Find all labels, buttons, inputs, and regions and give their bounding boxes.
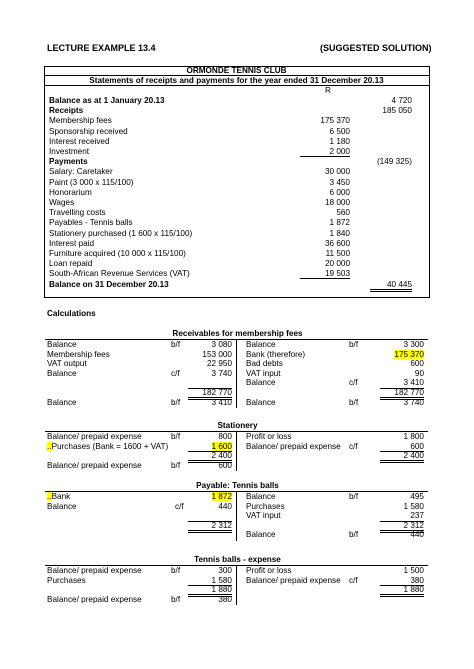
amount-value: 495 [410,492,424,501]
amount-value: 182 770 [202,388,232,397]
entry-amount [380,378,424,387]
entry-amount [188,359,232,368]
tennisballs-title: Tennis balls - expense [194,555,281,564]
entry-ref: b/f [171,566,181,575]
statement-row-col1: 30 000 [324,167,350,177]
stationery-right-label [246,432,292,441]
receivables-right-label [246,359,283,368]
amount-value: 1 580 [211,575,232,585]
entry-ref: b/f [349,492,359,501]
payable-left-label [47,502,77,511]
amount-value: 2 400 [403,451,424,461]
currency-label: R [325,86,331,95]
entry-ref: c/f [171,368,180,378]
entry-amount [380,576,424,585]
amount-value: 3 740 [211,368,232,378]
entry-amount [188,350,232,359]
payable-left-label [47,492,70,501]
tennisballs-left-label [47,576,86,585]
statement-row-label: South-African Revenue Services (VAT) [49,269,190,279]
entry-amount [380,432,424,441]
statement-row-col1: 20 000 [324,259,350,269]
statement-row-label: Paint (3 000 x 115/100) [49,177,134,187]
highlight-marker: .. [47,492,52,501]
solution-label: (SUGGESTED SOLUTION) [320,43,432,53]
statement-row-col1: 6 000 [329,187,350,197]
payable-right-label [246,502,285,511]
receivables-divider [236,339,237,408]
amount-value: 1 872 [211,492,232,501]
entry-label: Balance/ prepaid expense [47,460,142,470]
entry-label: Balance [246,340,276,349]
entry-amount [380,511,424,520]
statement-row-col1: 2 000 [300,147,350,157]
entry-ref: b/f [349,340,359,349]
amount-value: 600 [410,441,424,451]
entry-amount [188,340,232,349]
statement-row-col1: 36 600 [324,238,350,248]
stationery-left-label [47,461,142,470]
entry-label: Purchases [47,575,86,585]
entry-label: Balance [246,492,276,501]
statement-row-label: Wages [49,198,75,207]
payable-right-label [246,511,281,520]
stationery-title: Stationery [217,421,258,430]
amount-value: 3 080 [211,340,232,349]
entry-amount [188,576,232,585]
entry-label: Balance [246,397,276,407]
statement-row-label: Interest received [49,136,110,146]
amount-value: 800 [218,432,232,441]
calculations-heading: Calculations [47,309,96,318]
statement-row-col1: 18 000 [324,198,350,207]
entry-label: Balance [47,501,77,511]
amount-value: 237 [410,511,424,521]
entry-amount [188,595,232,604]
entry-ref: b/f [171,460,181,470]
entry-label: Bad debts [246,359,283,369]
statement-row-col1: 11 500 [325,249,350,258]
entry-label: Balance [47,340,77,349]
payable-right-label [246,530,276,539]
statement-row-col1: 19 503 [300,269,350,279]
entry-amount [188,369,232,378]
entry-label: Balance/ prepaid expense [47,594,142,604]
amount-value: 440 [218,501,232,511]
statement-row-col2: 185 050 [382,106,412,116]
receivables-right-label [246,398,276,407]
entry-amount [380,585,424,597]
entry-ref: c/f [349,441,358,451]
amount-value: 22 950 [206,359,232,369]
amount-value: 300 [218,566,232,575]
entry-amount [380,369,424,378]
statement-row-col1: 175 370 [320,116,350,126]
entry-ref: b/f [171,594,181,604]
statement-row-label: Payments [49,157,88,167]
tennisballs-divider [236,565,237,605]
receivables-right-label [246,378,276,387]
entry-ref: b/f [171,432,181,441]
tennisballs-right-label [246,566,292,575]
statement-row-label: Furniture acquired (10 000 x 115/100) [49,249,186,258]
amount-value: 153 000 [202,349,232,359]
amount-value: 1 800 [403,432,424,441]
statement-row-label: Sponsorship received [49,126,128,136]
statement-row-col2: 4 720 [391,96,412,105]
entry-label: Balance/ prepaid expense [246,441,341,451]
amount-value: 380 [218,594,232,604]
amount-value: 1 880 [403,585,424,595]
payable-right-label [246,492,276,501]
entry-label: Balance [47,397,77,407]
entry-label: Purchases (Bank = 1600 + VAT) [51,441,169,451]
lecture-title: LECTURE EXAMPLE 13.4 [47,43,156,53]
amount-value: 440 [410,530,424,540]
entry-amount [380,451,424,463]
amount-value: 2 312 [211,520,232,530]
amount-value: 182 770 [394,388,424,397]
entry-label: Profit or loss [246,432,292,441]
entry-ref: b/f [349,397,359,407]
entry-ref: b/f [349,530,359,540]
statement-row-label: Investment [49,147,90,156]
amount-value: 90 [414,368,424,378]
entry-amount [380,340,424,349]
entry-ref: c/f [349,575,358,585]
entry-amount [188,566,232,575]
stationery-divider [236,431,237,471]
stationery-left-label [47,442,168,451]
amount-value: 3 410 [403,378,424,388]
entry-label: Balance [47,368,77,378]
statement-row-label: Salary: Caretaker [49,167,113,177]
entry-label: Purchases [246,501,285,511]
stationery-right-label [246,442,341,451]
entry-amount [188,442,232,451]
statement-title: Statements of receipts and payments for the year ended 31 December 20.13 [89,76,384,85]
statement-row-label: Balance on 31 December 20.13 [49,279,169,289]
entry-label: VAT input [246,368,281,378]
tennisballs-left-label [47,566,142,575]
club-name: ORMONDE TENNIS CLUB [186,66,287,75]
statement-row-col1: 1 180 [329,136,350,146]
amount-value: 1 600 [211,441,232,451]
entry-amount [380,398,424,407]
statement-row-col1: 1 840 [329,228,350,238]
amount-value: 600 [410,359,424,369]
statement-row-label: Travelling costs [49,208,106,218]
stationery-left-label [47,432,142,441]
amount-value: 3 410 [211,397,232,407]
amount-value: 600 [218,460,232,470]
amount-value: 1 880 [211,585,232,595]
amount-value: 1 500 [403,566,424,575]
entry-amount [188,432,232,441]
receivables-left-label [47,398,77,407]
statement-row-col1: 6 500 [329,126,350,136]
receivables-left-label [47,369,77,378]
receivables-left-label [47,340,77,349]
receivables-left-label [47,350,110,359]
amount-value: 2 400 [211,451,232,461]
entry-label: Balance [246,378,276,388]
entry-label: VAT output [47,359,87,369]
statement-row-label: Stationery purchased (1 600 x 115/100) [49,228,193,238]
receivables-title: Receivables for membership fees [172,329,303,338]
amount-value: 175 370 [394,349,424,359]
payable-title: Payable: Tennis balls [196,481,279,490]
entry-label: Membership fees [47,349,110,359]
entry-amount [380,359,424,368]
receivables-right-label [246,350,305,359]
entry-amount [188,521,232,533]
statement-row-col1: 3 450 [329,177,350,187]
statement-row-label: Membership fees [49,116,112,126]
entry-label: Bank (therefore) [246,349,306,359]
statement-row-col2: 40 445 [370,280,412,292]
entry-ref: c/f [175,501,184,511]
entry-amount [380,492,424,501]
tennisballs-left-label [47,595,142,604]
entry-amount [380,350,424,359]
entry-amount [380,442,424,451]
entry-label: Balance [246,530,276,540]
entry-amount [188,461,232,470]
payable-divider [236,491,237,541]
statement-row-col2: (149 325) [376,157,412,167]
tennisballs-right-label [246,576,341,585]
entry-amount [188,502,232,511]
entry-ref: b/f [171,397,181,407]
receivables-right-label [246,369,281,378]
entry-label: Profit or loss [246,566,292,575]
entry-label: Balance/ prepaid expense [246,575,341,585]
entry-amount [380,530,424,539]
statement-row-label: Honorarium [49,187,92,197]
entry-amount [380,566,424,575]
statement-row-label: Balance as at 1 January 20.13 [49,96,165,105]
amount-value: 2 312 [403,520,424,530]
statement-row-col1: 560 [336,208,350,218]
statement-row-label: Receipts [49,106,84,116]
entry-amount [380,502,424,511]
statement-row-label: Interest paid [49,238,95,248]
statement-row-label: Payables - Tennis balls [49,218,133,228]
amount-value: 1 580 [403,501,424,511]
entry-label: Balance/ prepaid expense [47,432,142,441]
receivables-right-label [246,340,276,349]
entry-label: Bank [51,492,71,501]
entry-ref: b/f [171,340,181,349]
highlight-marker: .. [47,441,52,451]
entry-amount [188,398,232,407]
entry-ref: c/f [349,378,358,388]
amount-value: 3 300 [403,340,424,349]
receivables-left-label [47,359,87,368]
entry-label: VAT input [246,511,281,521]
statement-row-label: Loan repaid [49,259,93,269]
statement-row-col1: 1 872 [329,218,350,228]
amount-value: 380 [410,575,424,585]
entry-label: Balance/ prepaid expense [47,566,142,575]
amount-value: 3 740 [403,397,424,407]
entry-amount [188,492,232,501]
